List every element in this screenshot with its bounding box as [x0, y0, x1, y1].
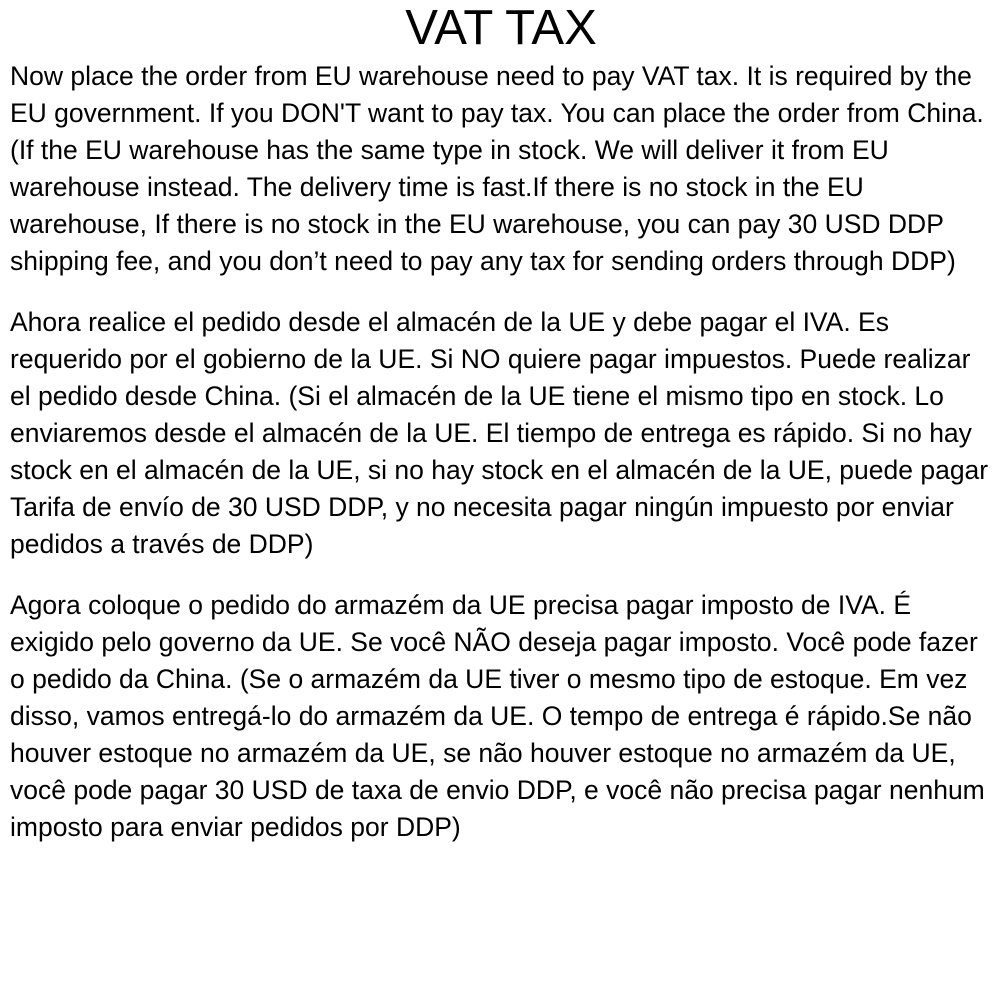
- page-title: VAT TAX: [405, 1, 597, 55]
- paragraph-english: Now place the order from EU warehouse need to pay VAT tax. It is required by the EU government. If you DON'T want to pay tax. You can place the order from China. (If the EU warehouse has the same type in stock. We will deliver it from EU warehouse instead. The delivery time is fast.If there is no stock in the EU warehouse, If there is no stock in the EU warehouse, you can pay 30 USD DDP shipping fee, and you don’t need to pay any tax for sending orders through DDP): [10, 61, 984, 276]
- paragraph-spanish: Ahora realice el pedido desde el almacén de la UE y debe pagar el IVA. Es requerido por el gobierno de la UE. Si NO quiere pagar impuestos. Puede realizar el pedido desde China. (Si el almacén de la UE tiene el mismo tipo en stock. Lo enviaremos desde el almacén de la UE. El tiempo de entrega es rápido. Si no hay stock en el almacén de la UE, si no hay stock en el almacén de la UE, puede pagar Tarifa de envío de 30 USD DDP, y no necesita pagar ningún impuesto por enviar pedidos a través de DDP): [10, 307, 989, 559]
- paragraph-portuguese: Agora coloque o pedido do armazém da UE precisa pagar imposto de IVA. É exigido pelo governo da UE. Se você NÃO deseja pagar imposto. Você pode fazer o pedido da China. (Se o armazém da UE tiver o mesmo tipo de estoque. Em vez disso, vamos entregá-lo do armazém da UE. O tempo de entrega é rápido.Se não houver estoque no armazém da UE, se não houver estoque no armazém da UE, você pode pagar 30 USD de taxa de envio DDP, e você não precisa pagar nenhum imposto para enviar pedidos por DDP): [10, 590, 985, 842]
